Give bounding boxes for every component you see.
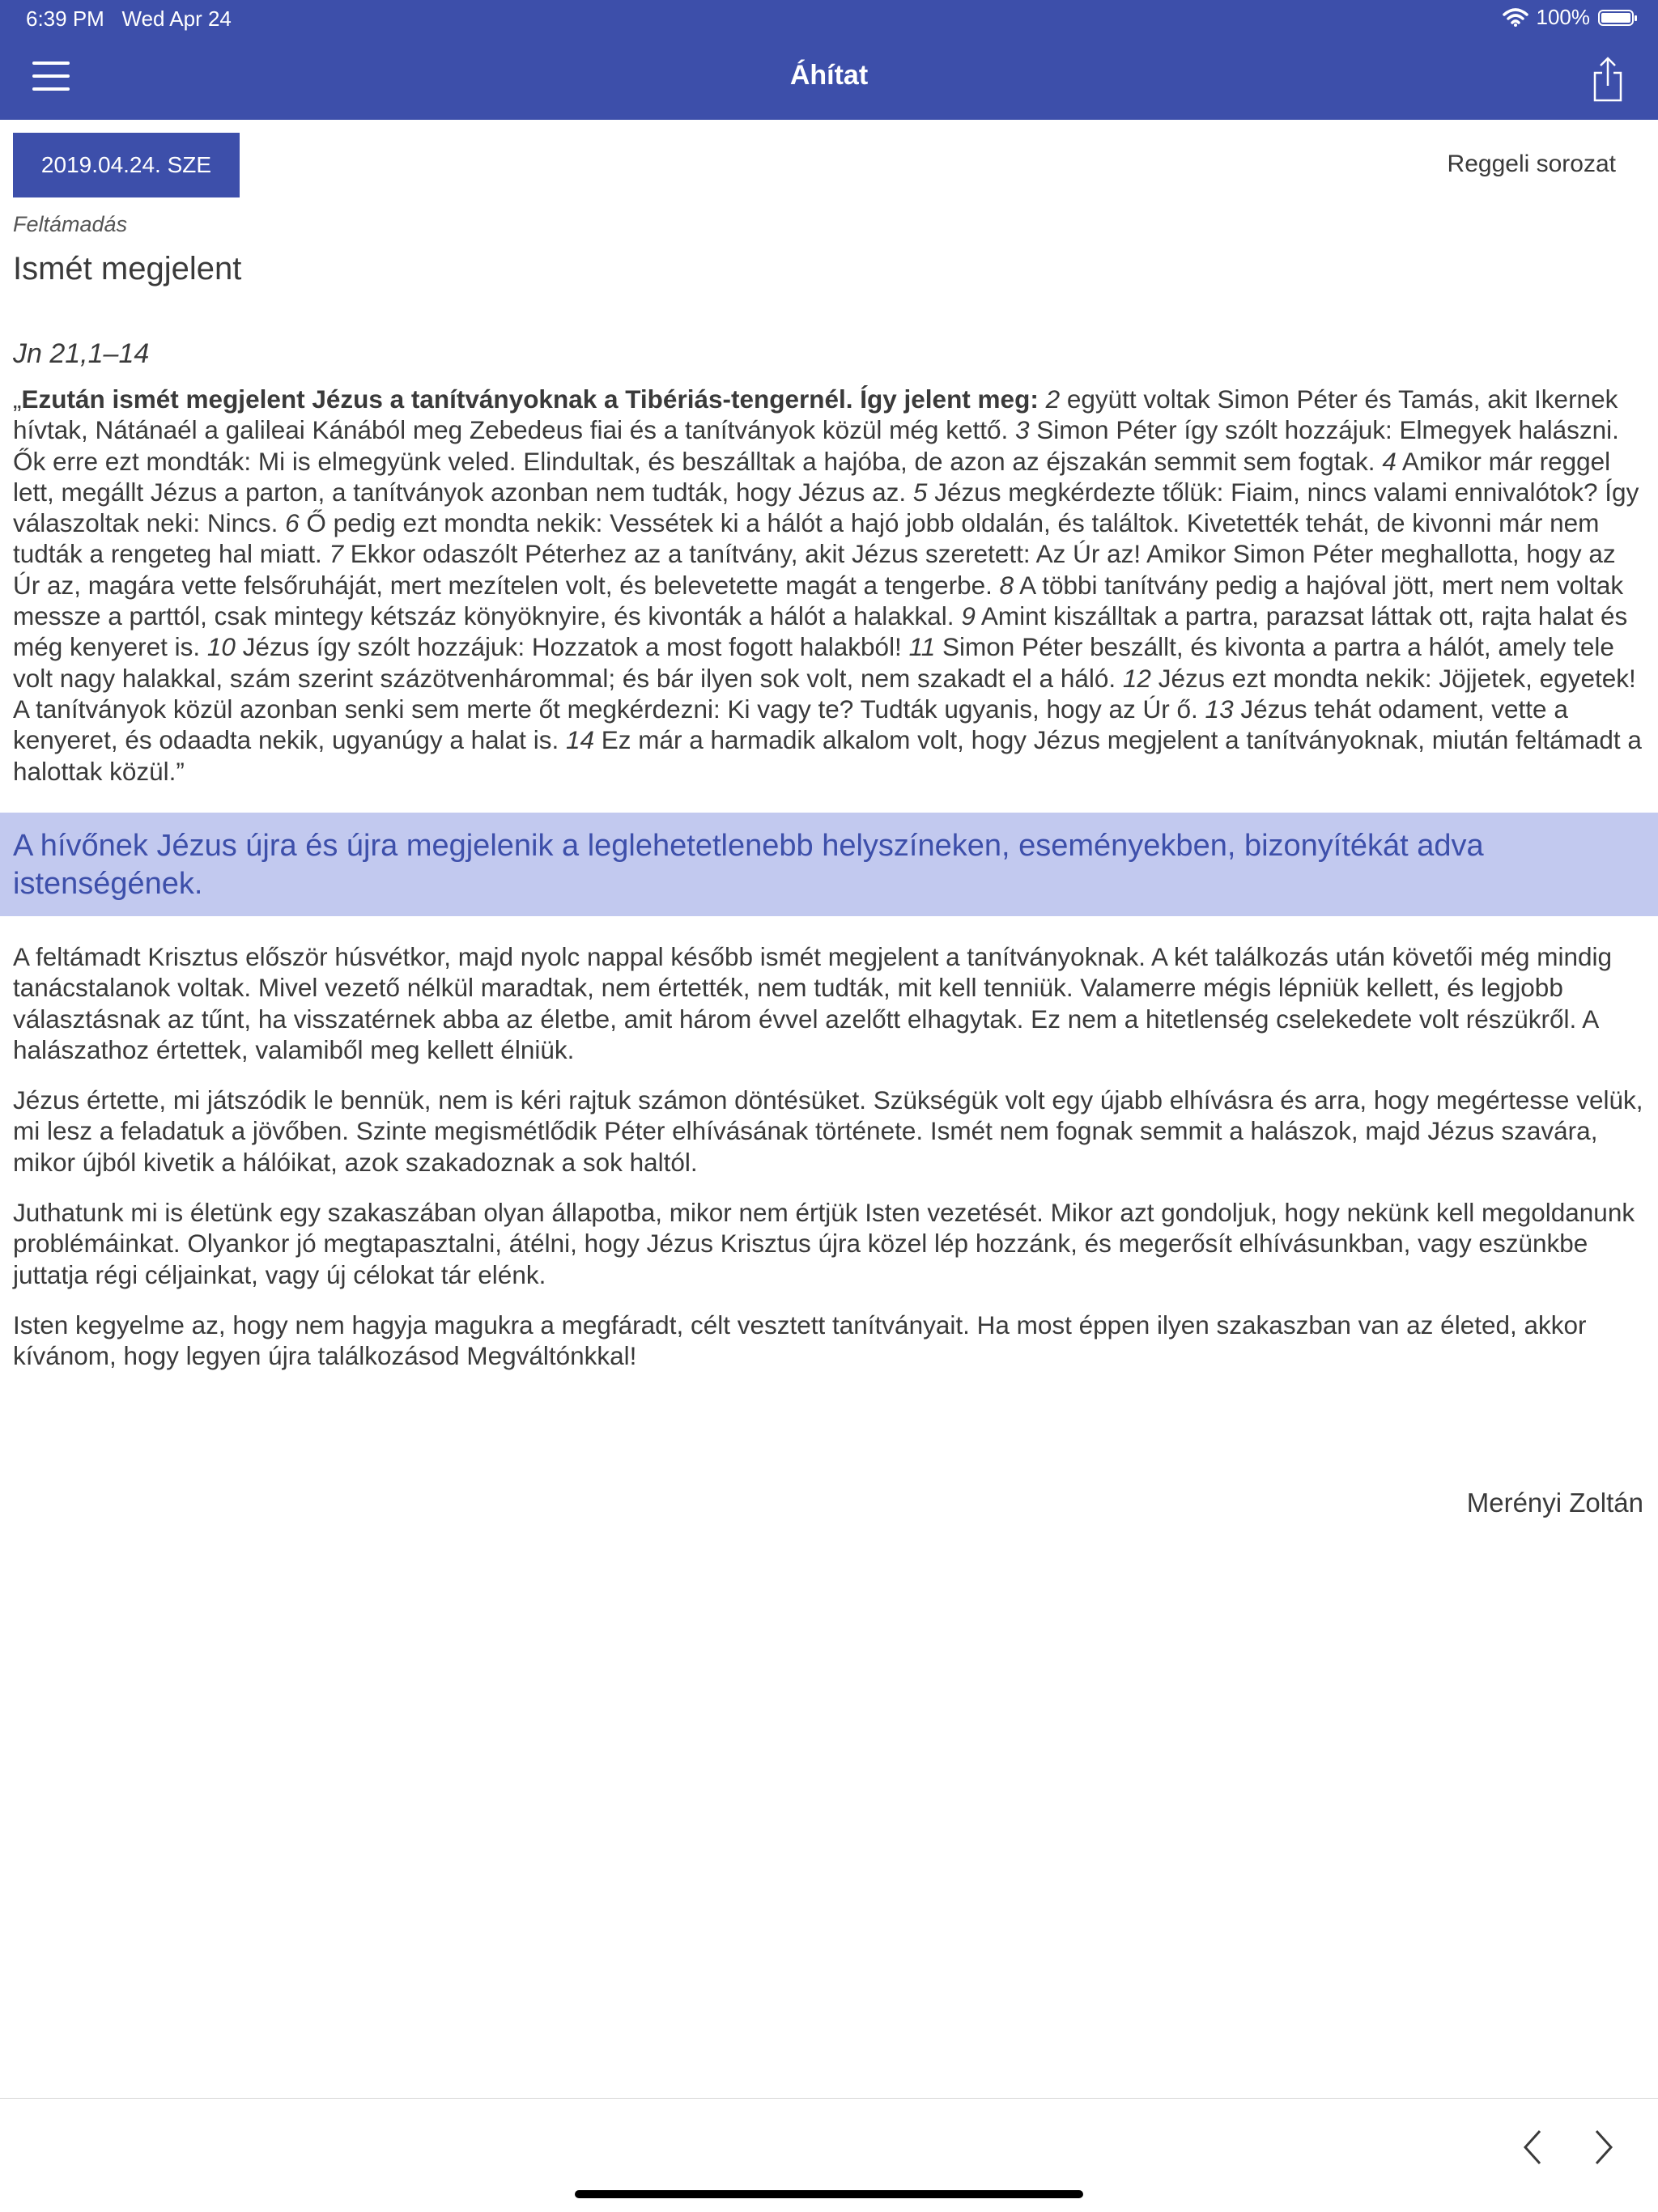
verse-number: 12 bbox=[1122, 663, 1151, 693]
verse-number: 2 bbox=[1045, 384, 1061, 414]
verse-segment: Jézus így szólt hozzájuk: Hozzatok a most fogott halakból! bbox=[235, 632, 909, 662]
verse-segment: Jézus ezt mondta nekik: Jöjjetek, egyetek! A tanítványok közül azonban senki sem merte őt megkérdezni: Ki vagy te? Tudták ugyanis, hogy az Úr ő. bbox=[13, 663, 1636, 724]
scripture-reference: Jn 21,1–14 bbox=[13, 338, 150, 369]
key-thought-text: A hívőnek Jézus újra és újra megjelenik a leglehetetlenebb helyszíneken, eseményekben, bizonyítékát adva istenségének. bbox=[13, 829, 1484, 901]
chevron-right-icon[interactable] bbox=[1588, 2123, 1621, 2172]
verse-number: 5 bbox=[912, 477, 928, 507]
category-label: Feltámadás bbox=[13, 212, 128, 236]
verse-number: 14 bbox=[565, 725, 594, 755]
verse-number: 9 bbox=[961, 601, 976, 631]
status-time: 6:39 PM Wed Apr 24 bbox=[26, 6, 232, 31]
verse-number: 10 bbox=[206, 632, 236, 662]
verse-segment: Ő pedig ezt mondta nekik: Vessétek ki a hálót a hajó jobb oldalán, és találtok. Kivetették tehát, de kivonni már nem tudták a rengeteg hal miatt. bbox=[13, 508, 1600, 569]
verse-segment: Amikor már reggel lett, megállt Jézus a parton, a tanítványok azonban nem tudták, hogy Jézus az. bbox=[13, 446, 1611, 507]
verse-number: 6 bbox=[285, 508, 300, 538]
verse-segment: Jézus megkérdezte tőlük: Fiaim, nincs valami ennivalótok? Így válaszoltak neki: Nincs. bbox=[13, 477, 1639, 538]
battery-icon bbox=[1598, 10, 1634, 26]
devotion-title: Ismét megjelent bbox=[13, 251, 242, 287]
verse-number: 11 bbox=[908, 632, 936, 662]
top-bar bbox=[0, 0, 1658, 120]
verse-segment: Simon Péter így szólt hozzájuk: Elmegyek halászni. Ők erre ezt mondták: Mi is elmegyünk veled. Elindultak, és beszálltak a hajóba, de azon az éjszakán semmit sem fogtak. bbox=[13, 415, 1619, 476]
verse-number: 8 bbox=[999, 570, 1014, 600]
verse-segment: „ bbox=[13, 384, 22, 414]
verse-segment: Simon Péter beszállt, és kivonta a partra a hálót, amely tele volt nagy halakkal, szám szerint százötvenhárommal; és bár ilyen sok volt, nem szakadt el a háló. bbox=[13, 632, 1614, 693]
series-label: Reggeli sorozat bbox=[1447, 151, 1616, 177]
status-bar bbox=[0, 0, 1658, 39]
key-thought-banner bbox=[0, 813, 1658, 916]
verse-segment: együtt voltak Simon Péter és Tamás, akit Ikernek hívtak, Nátánaél a galileai Kánából meg Zebedeus fiai és a tanítványok közül még kettő. bbox=[13, 384, 1618, 445]
verse-number: 3 bbox=[1015, 415, 1030, 445]
nav-title: Áhítat bbox=[789, 60, 869, 91]
author-name: Merényi Zoltán bbox=[1466, 1488, 1643, 1518]
status-right bbox=[1503, 5, 1635, 30]
scripture-text bbox=[13, 384, 1645, 787]
paragraph: Isten kegyelme az, hogy nem hagyja magukra a megfáradt, célt vesztett tanítványait. Ha most éppen ilyen szakaszban van az életed, akkor kívánom, hogy legyen újra találkozásod Megváltónkkal! bbox=[13, 1310, 1587, 1371]
paragraph: Juthatunk mi is életünk egy szakaszában olyan állapotba, mikor nem értjük Isten vezetését. Mikor azt gondoljuk, hogy nekünk kell megoldanunk problémáinkat. Olyankor jó megtapasztalni, átélni, hogy Jézus Krisztus újra közel lép hozzánk, és megerősít elhívásunkban, vagy eszünkbe juttatja régi céljainkat, vagy új célokat tár elénk. bbox=[13, 1198, 1635, 1289]
chevron-left-icon[interactable] bbox=[1516, 2123, 1548, 2172]
verse-segment: Jézus tehát odament, vette a kenyeret, és odaadta nekik, ugyanúgy a halat is. bbox=[13, 694, 1568, 755]
home-indicator bbox=[575, 2190, 1083, 2198]
verse-number: 7 bbox=[329, 539, 344, 569]
paragraph: A feltámadt Krisztus először húsvétkor, majd nyolc nappal később ismét megjelent a tanítványoknak. A két találkozás után követői még mindig tanácstalanok voltak. Mivel vezető nélkül maradtak, nem értették, nem tudták, mit kell tenniük. Valamerre mégis lépniük kellett, és legjobb választásnak az tűnt, ha visszatérnek abba az életbe, amit három évvel azelőtt elhagytak. Ez nem a hitetlenség cselekedete volt részükről. A halászathoz értettek, valamiből meg kellett élniük. bbox=[13, 942, 1613, 1064]
date-badge[interactable]: 2019.04.24. SZE bbox=[13, 133, 240, 197]
verse-segment bbox=[1039, 384, 1046, 414]
share-icon[interactable] bbox=[1588, 55, 1627, 104]
verse-segment: Amint kiszálltak a partra, parazsat láttak ott, rajta halat és még kenyeret is. bbox=[13, 601, 1628, 662]
verse-lead: Ezután ismét megjelent Jézus a tanítványoknak a Tibériás-tengernél. Így jelent meg: bbox=[21, 384, 1039, 414]
verse-segment: Ez már a harmadik alkalom volt, hogy Jézus megjelent a tanítványoknak, miután feltámadt a halottak közül.” bbox=[13, 725, 1642, 786]
nav-bar bbox=[0, 39, 1658, 120]
verse-segment: A többi tanítvány pedig a hajóval jött, mert nem voltak messze a parttól, csak mintegy kétszáz könyöknyire, és kivonták a hálót a halakkal. bbox=[13, 570, 1624, 631]
paragraph: Jézus értette, mi játszódik le bennük, nem is kéri rajtuk számon döntésüket. Szükségük volt egy újabb elhívásra és arra, hogy megértesse velük, mi lesz a feladatuk a jövőben. Szinte megismétlődik Péter elhívásának története. Ismét nem fognak semmit a halászok, majd Jézus szavára, mikor újból kivetik a hálóikat, azok szakadoznak a sok haltól. bbox=[13, 1085, 1643, 1177]
verse-number: 13 bbox=[1205, 694, 1234, 724]
wifi-icon bbox=[1503, 8, 1528, 28]
battery-percent: 100% bbox=[1536, 5, 1590, 29]
devotion-body bbox=[13, 941, 1645, 1391]
verse-number: 4 bbox=[1382, 446, 1397, 476]
verse-segment: Ekkor odaszólt Péterhez az a tanítvány, akit Jézus szeretett: Az Úr az! Amikor Simon Péter meghallotta, hogy az Úr az, magára vette felsőruháját, mert mezítelen volt, és belevetette magát a tengerbe. bbox=[13, 539, 1616, 600]
